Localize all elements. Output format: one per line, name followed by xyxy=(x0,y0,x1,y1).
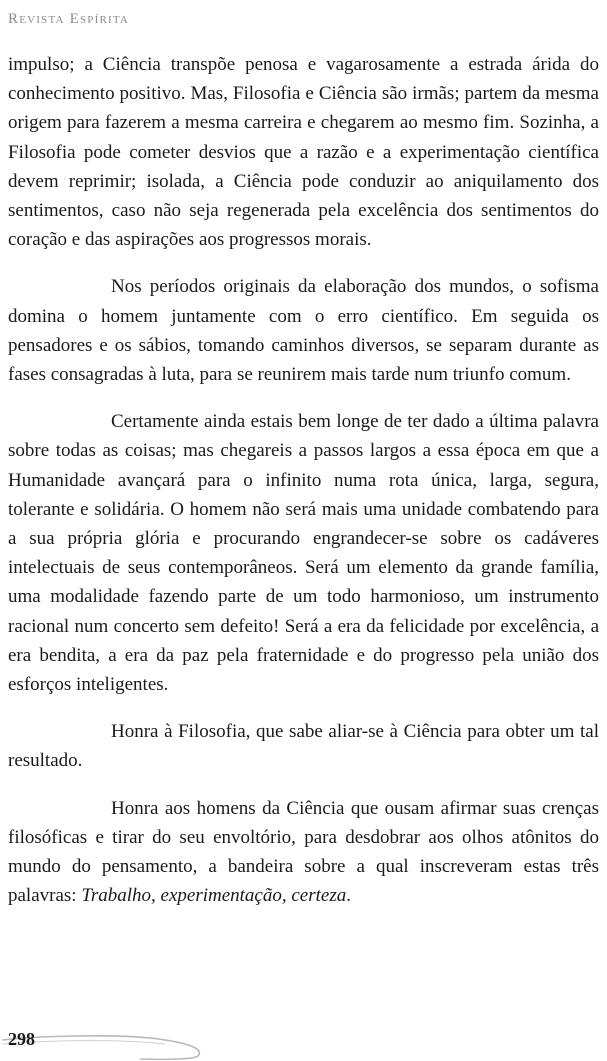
paragraph-5-text: Honra aos homens da Ciência que ousam afirmar suas crenças filosóficas e tirar do seu envoltório, para desdobrar aos olhos atônitos do mundo do pensamento, a bandeira sobre a qual inscreveram estas três palavras: xyxy=(8,797,599,907)
paragraph-5-italic: Trabalho, experimentação, certeza xyxy=(81,885,347,907)
page-number: 298 xyxy=(8,1029,35,1049)
paragraph-5-end: . xyxy=(346,885,351,907)
paragraph-4: Honra à Filosofia, que sabe aliar-se à Ciência para obter um tal resultado. xyxy=(8,721,599,772)
paragraph-1: impulso; a Ciência transpõe penosa e vagarosamente a estrada árida do conhecimento positivo. Mas, Filosofia e Ciência são irmãs; partem da mesma origem para fazerem a mesma carreira e chegarem ao mesmo fim. Sozinha, a Filosofia pode cometer desvios que a razão e a experimentação científica devem reprimir; isolada, a Ciência pode conduzir ao aniquilamento dos sentimentos, caso não seja regenerada pela excelência dos sentimentos do coração e das aspirações aos progressos morais. xyxy=(8,54,599,251)
paragraph-5 xyxy=(8,794,599,911)
paragraph-2: Nos períodos originais da elaboração dos mundos, o sofisma domina o homem juntamente com o erro científico. Em seguida os pensadores e os sábios, tomando caminhos diversos, se separam durante as fases consagradas à luta, para se reunirem mais tarde num triunfo comum. xyxy=(8,276,599,386)
page-body xyxy=(8,50,599,910)
page-footer xyxy=(0,1022,220,1061)
paragraph-3: Certamente ainda estais bem longe de ter dado a última palavra sobre todas as coisas; mas chegareis a passos largos a essa época em que a Humanidade avançará para o infinito numa rota única, larga, segura, tolerante e solidária. O homem não será mais uma unidade combatendo para a sua própria glória e procurando engrandecer-se sobre os cadáveres intelectuais de seus contemporâneos. Será um elemento da grande família, uma modalidade fazendo parte de um todo harmonioso, um instrumento racional num concerto sem defeito! Será a era da felicidade por excelência, a era bendita, a era da paz pela fraternidade e do progresso pela união dos esforços inteligentes. xyxy=(8,411,599,696)
running-header: Revista Espírita xyxy=(8,11,130,27)
